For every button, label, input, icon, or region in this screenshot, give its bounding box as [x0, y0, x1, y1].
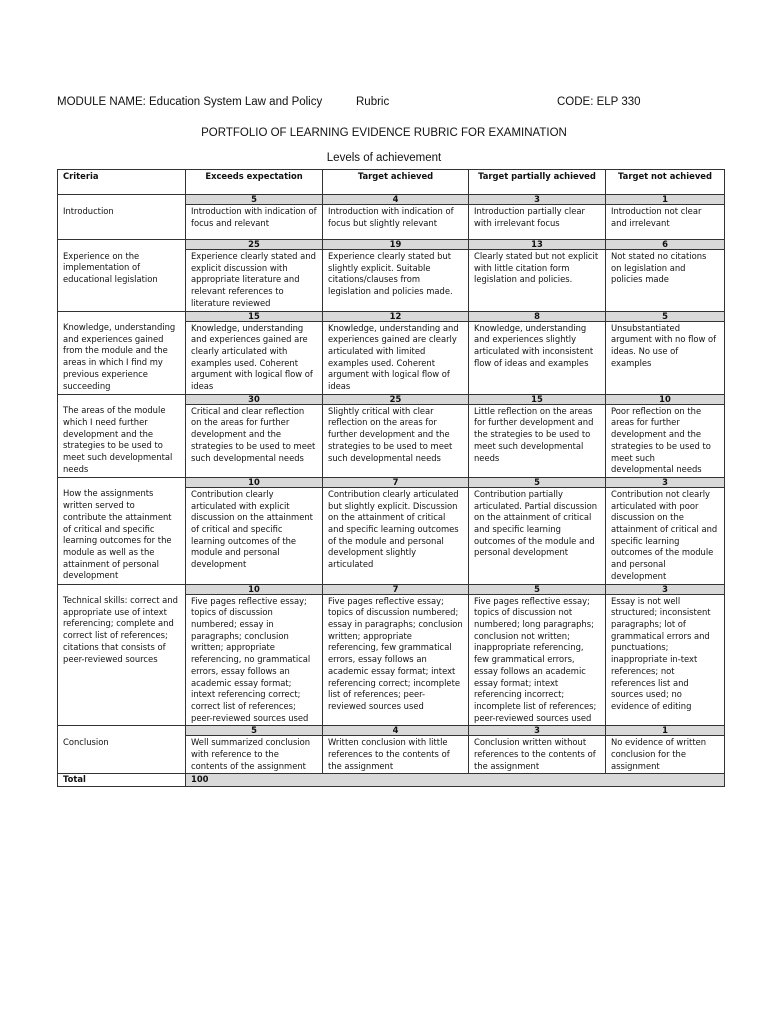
descriptor-cell: Knowledge, understanding and experiences gained are clearly articulated with examples used. Coherent argument with logical flow of ideas [186, 321, 323, 394]
table-row [58, 736, 725, 774]
descriptor-cell: Experience clearly stated and explicit discussion with appropriate literature and relevant references to literature reviewed [186, 250, 323, 312]
descriptor-cell: Knowledge, understanding and experiences slightly articulated with inconsistent flow of ideas and examples [469, 321, 606, 394]
points-cell: 15 [186, 311, 323, 321]
module-name: MODULE NAME: Education System Law and Policy [57, 96, 323, 108]
criterion-cell: Conclusion [58, 736, 186, 774]
criterion-cell: Technical skills: correct and appropriate use of intext referencing; complete and correct list of references; citations that consists of peer-reviewed sources [58, 594, 186, 726]
points-row [58, 195, 725, 205]
points-cell: 5 [469, 477, 606, 487]
points-cell: 5 [606, 311, 725, 321]
column-header: Exceeds expectation [186, 170, 323, 195]
criterion-cell: The areas of the module which I need further development and the strategies to be used to meet such developmental needs [58, 404, 186, 477]
points-cell: 3 [469, 726, 606, 736]
criterion-cell: Experience on the implementation of educational legislation [58, 250, 186, 312]
points-cell: 30 [186, 394, 323, 404]
points-cell: 10 [186, 477, 323, 487]
descriptor-cell: Little reflection on the areas for further development and the strategies to be used to meet such developmental needs [469, 404, 606, 477]
column-header: Criteria [58, 170, 186, 195]
descriptor-cell: Introduction with indication of focus but slightly relevant [323, 205, 469, 240]
descriptor-cell: Conclusion written without references to the contents of the assignment [469, 736, 606, 774]
descriptor-cell: Contribution partially articulated. Partial discussion on the attainment of critical and specific learning outcomes of the module and personal development [469, 487, 606, 584]
descriptor-cell: Five pages reflective essay; topics of discussion numbered; essay in paragraphs; conclusion written; appropriate referencing, no grammatical errors, essay follows an academic essay format; intext referencing correct; correct list of references; peer-reviewed sources used [186, 594, 323, 726]
points-row [58, 477, 725, 487]
points-cell: 3 [606, 477, 725, 487]
points-cell: 7 [323, 584, 469, 594]
module-code: CODE: ELP 330 [557, 96, 641, 108]
points-row [58, 240, 725, 250]
points-cell: 5 [186, 726, 323, 736]
total-row [58, 774, 725, 787]
column-header: Target partially achieved [469, 170, 606, 195]
descriptor-cell: Contribution not clearly articulated with poor discussion on the attainment of critical and specific learning outcomes of the module and personal development [606, 487, 725, 584]
descriptor-cell: Poor reflection on the areas for further development and the strategies to be used to meet such developmental needs [606, 404, 725, 477]
points-cell: 5 [186, 195, 323, 205]
descriptor-cell: Written conclusion with little references to the contents of the assignment [323, 736, 469, 774]
descriptor-cell: Five pages reflective essay; topics of discussion not numbered; long paragraphs; conclusion not written; inappropriate referencing, few grammatical errors, essay follows an academic essay format; intext referencing incorrect; incomplete list of references; peer-reviewed sources used [469, 594, 606, 726]
table-row [58, 321, 725, 394]
table-row [58, 250, 725, 312]
descriptor-cell: Not stated no citations on legislation and policies made [606, 250, 725, 312]
points-cell: 5 [469, 584, 606, 594]
descriptor-cell: Introduction not clear and irrelevant [606, 205, 725, 240]
descriptor-cell: Knowledge, understanding and experiences gained are clearly articulated with limited examples used. Coherent argument with logical flow of ideas [323, 321, 469, 394]
points-cell: 8 [469, 311, 606, 321]
table-header-row [58, 170, 725, 195]
criterion-cell: Introduction [58, 205, 186, 240]
points-cell: 19 [323, 240, 469, 250]
descriptor-cell: Introduction partially clear with irrelevant focus [469, 205, 606, 240]
table-row [58, 487, 725, 584]
points-row [58, 394, 725, 404]
points-cell: 6 [606, 240, 725, 250]
criterion-cell: How the assignments written served to contribute the attainment of critical and specific learning outcomes for the module as well as the attainment of personal development [58, 487, 186, 584]
table-row [58, 404, 725, 477]
points-row [58, 726, 725, 736]
criterion-cell: Knowledge, understanding and experiences gained from the module and the areas in which I find my previous experience succeeding [58, 321, 186, 394]
descriptor-cell: Clearly stated but not explicit with little citation form legislation and policies. [469, 250, 606, 312]
points-cell: 4 [323, 726, 469, 736]
descriptor-cell: Five pages reflective essay; topics of discussion numbered; essay in paragraphs; conclusion written; appropriate referencing, few grammatical errors, essay follows an academic essay format; intext referencing correct; incomplete list of references; peer-reviewed sources used [323, 594, 469, 726]
document-header [57, 96, 657, 110]
points-cell: 10 [606, 394, 725, 404]
total-label: Total [58, 774, 186, 787]
points-cell: 15 [469, 394, 606, 404]
descriptor-cell: Unsubstantiated argument with no flow of ideas. No use of examples [606, 321, 725, 394]
points-row [58, 311, 725, 321]
points-cell: 12 [323, 311, 469, 321]
points-cell: 25 [186, 240, 323, 250]
points-cell: 1 [606, 726, 725, 736]
descriptor-cell: Contribution clearly articulated but slightly explicit. Discussion on the attainment of critical and specific learning outcomes of the module and personal development slightly articulated [323, 487, 469, 584]
descriptor-cell: Contribution clearly articulated with explicit discussion on the attainment of critical and specific learning outcomes of the module and personal development [186, 487, 323, 584]
table-row [58, 594, 725, 726]
points-cell: 10 [186, 584, 323, 594]
descriptor-cell: No evidence of written conclusion for the assignment [606, 736, 725, 774]
descriptor-cell: Essay is not well structured; inconsistent paragraphs; lot of grammatical errors and punctuations; inappropriate in-text references; not references list and sources used; no evidence of editing [606, 594, 725, 726]
points-cell: 3 [606, 584, 725, 594]
descriptor-cell: Experience clearly stated but slightly explicit. Suitable citations/clauses from legislation and policies made. [323, 250, 469, 312]
descriptor-cell: Well summarized conclusion with reference to the contents of the assignment [186, 736, 323, 774]
points-cell: 7 [323, 477, 469, 487]
total-value: 100 [186, 774, 725, 787]
rubric-table [57, 169, 725, 787]
table-row [58, 205, 725, 240]
rubric-label: Rubric [356, 96, 390, 108]
descriptor-cell: Critical and clear reflection on the areas for further development and the strategies to be used to meet such developmental needs [186, 404, 323, 477]
levels-heading: Levels of achievement [326, 152, 442, 164]
points-cell: 3 [469, 195, 606, 205]
descriptor-cell: Introduction with indication of focus and relevant [186, 205, 323, 240]
points-cell: 25 [323, 394, 469, 404]
points-row [58, 584, 725, 594]
column-header: Target not achieved [606, 170, 725, 195]
points-cell: 4 [323, 195, 469, 205]
descriptor-cell: Slightly critical with clear reflection on the areas for further development and the strategies to be used to meet such developmental needs [323, 404, 469, 477]
points-cell: 13 [469, 240, 606, 250]
document-title: PORTFOLIO OF LEARNING EVIDENCE RUBRIC FOR EXAMINATION [201, 127, 567, 139]
column-header: Target achieved [323, 170, 469, 195]
points-cell: 1 [606, 195, 725, 205]
